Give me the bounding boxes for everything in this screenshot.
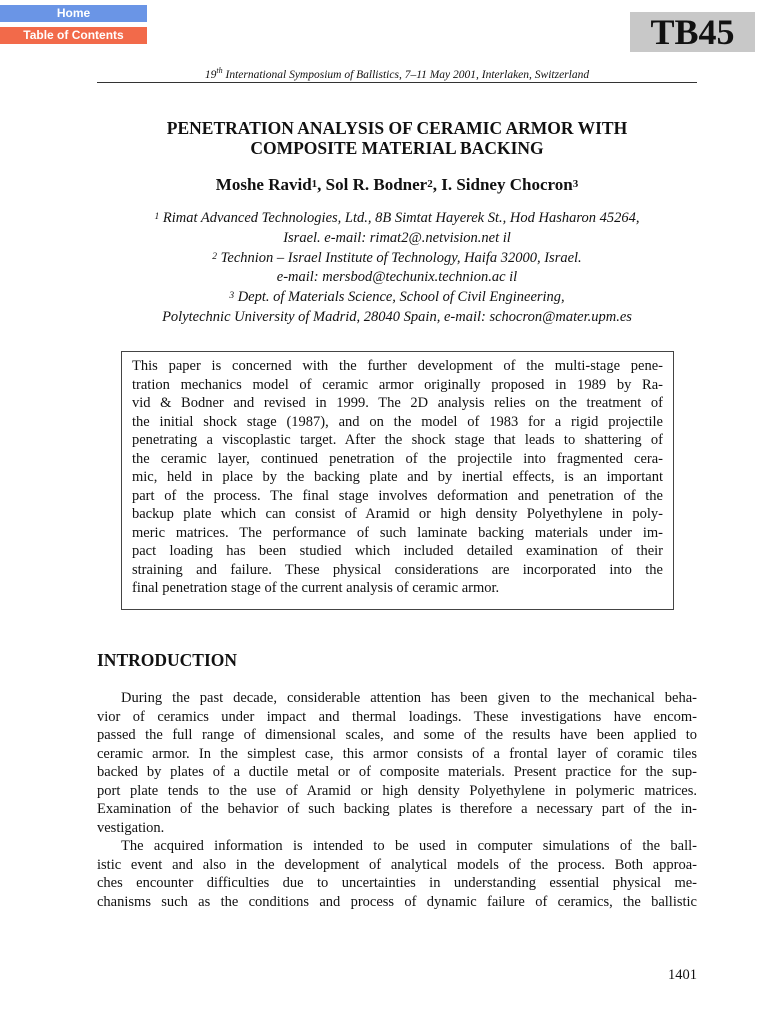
abstract-line: mic, held in place by the backing plate and by inertial effects, is an important bbox=[132, 469, 663, 485]
body-text-line: vestigation. bbox=[97, 819, 165, 836]
running-header bbox=[97, 63, 697, 83]
abstract-line: backup plate which can consist of Aramid or high density Polyethylene in poly- bbox=[132, 506, 663, 522]
affiliation-mark: 2 bbox=[212, 251, 218, 262]
author-affiliation-mark: 3 bbox=[572, 178, 579, 190]
affiliation-line bbox=[97, 267, 697, 287]
abstract-line: meric matrices. The performance of such laminate backing materials under im- bbox=[132, 524, 663, 541]
body-text-line: passed the full range of dimensional scales, and some of the results have been applied to bbox=[97, 727, 697, 743]
abstract-line: part of the process. The final stage involves deformation and penetration of the bbox=[132, 487, 663, 504]
affiliation-line bbox=[97, 287, 697, 307]
body-text-line: Examination of the behavior of such backing plates is therefore a necessary part of the in- bbox=[97, 801, 697, 817]
affiliation-mark: 3 bbox=[229, 291, 235, 302]
author-separator: , bbox=[432, 175, 442, 194]
symposium-ordinal-suffix: th bbox=[216, 66, 223, 75]
author-separator: , bbox=[317, 175, 326, 194]
author-affiliation-mark: 2 bbox=[427, 178, 433, 190]
author-affiliation-mark: 1 bbox=[311, 178, 318, 190]
affiliation-text: Rimat Advanced Technologies, Ltd., 8B Simtat Hayerek St., Hod Hasharon 45264, bbox=[159, 210, 640, 226]
author-name: I. Sidney Chocron bbox=[441, 175, 573, 194]
body-text-line: chanisms such as the conditions and process of dynamic failure of ceramics, the ballistic bbox=[97, 893, 697, 910]
author-list bbox=[97, 174, 697, 195]
abstract-line: tration mechanics model of ceramic armor originally proposed in 1989 by Ra- bbox=[132, 376, 663, 393]
affiliation-line bbox=[97, 208, 697, 228]
body-text-line: port plate tends to the use of Aramid or high density Polyethylene in polymeric matrices. bbox=[97, 782, 697, 799]
body-text-line: During the past decade, considerable attention has been given to the mechanical beha- bbox=[121, 690, 697, 706]
body-text-line: ceramic armor. In the simplest case, this armor consists of a frontal layer of coramic tiles bbox=[97, 745, 697, 762]
header-divider bbox=[97, 82, 697, 83]
affiliation-text: Israel. e-mail: rimat2@.netvision.net il bbox=[283, 229, 511, 246]
affiliation-block bbox=[97, 208, 697, 327]
affiliation-text: Dept. of Materials Science, School of Civil Engineering, bbox=[234, 289, 565, 306]
abstract-line: straining and failure. These physical considerations are incorporated into the bbox=[132, 561, 663, 578]
home-button[interactable]: Home bbox=[0, 5, 147, 22]
body-text-line: The acquired information is intended to be used in computer simulations of the ball- bbox=[121, 838, 697, 854]
abstract-line: This paper is concerned with the further development of the multi-stage pene- bbox=[132, 358, 663, 374]
abstract-box bbox=[121, 351, 674, 610]
affiliation-line bbox=[97, 228, 697, 248]
body-text-line: ches encounter difficulties due to uncertainties in understanding essential physical me- bbox=[97, 875, 697, 891]
abstract-line: final penetration stage of the current analysis of ceramic armor. bbox=[132, 580, 500, 596]
body-text-line: istic event and also in the development of analytical models of the process. Both approa- bbox=[97, 856, 697, 873]
section-heading-introduction: INTRODUCTION bbox=[97, 650, 238, 670]
title-line: COMPOSITE MATERIAL BACKING bbox=[250, 138, 544, 158]
abstract-line: penetrating a viscoplastic target. After the shock stage that leads to shattering of bbox=[132, 432, 663, 448]
affiliation-text: Technion – Israel Institute of Technology, Haifa 32000, Israel. bbox=[217, 249, 582, 266]
author-name: Sol R. Bodner bbox=[325, 175, 428, 194]
symposium-ordinal: 19 bbox=[204, 68, 217, 81]
title-line: PENETRATION ANALYSIS OF CERAMIC ARMOR WITH bbox=[166, 118, 628, 138]
paper-title bbox=[97, 118, 697, 158]
affiliation-line bbox=[97, 248, 697, 268]
body-text-line: backed by plates of a ductile metal or of composite materials. Present practice for the sup- bbox=[97, 764, 697, 780]
abstract-line: vid & Bodner and revised in 1999. The 2D analysis relies on the treatment of bbox=[132, 395, 663, 411]
body-text-line: vior of ceramics under impact and thermal loadings. These investigations have encom- bbox=[97, 708, 697, 725]
affiliation-text: e-mail: mersbod@techunix.technion.ac il bbox=[276, 269, 518, 286]
abstract-line: the ceramic layer, continued penetration of the projectile into fragmented cera- bbox=[132, 450, 663, 467]
paper-code-badge: TB45 bbox=[630, 12, 755, 52]
table-of-contents-button[interactable]: Table of Contents bbox=[0, 27, 147, 44]
page-number: 1401 bbox=[668, 967, 697, 983]
symposium-details: International Symposium of Ballistics, 7–11 May 2001, Interlaken, Switzerland bbox=[222, 68, 590, 81]
affiliation-text: Polytechnic University of Madrid, 28040 Spain, e-mail: schocron@mater.upm.es bbox=[162, 308, 632, 325]
affiliation-line bbox=[97, 307, 697, 327]
abstract-line: pact loading has been studied which included detailed examination of their bbox=[132, 543, 663, 559]
abstract-line: the initial shock stage (1987), and on the model of 1983 for a rigid projectile bbox=[132, 413, 663, 430]
author-name: Moshe Ravid bbox=[215, 175, 312, 194]
affiliation-mark: 1 bbox=[154, 212, 160, 222]
